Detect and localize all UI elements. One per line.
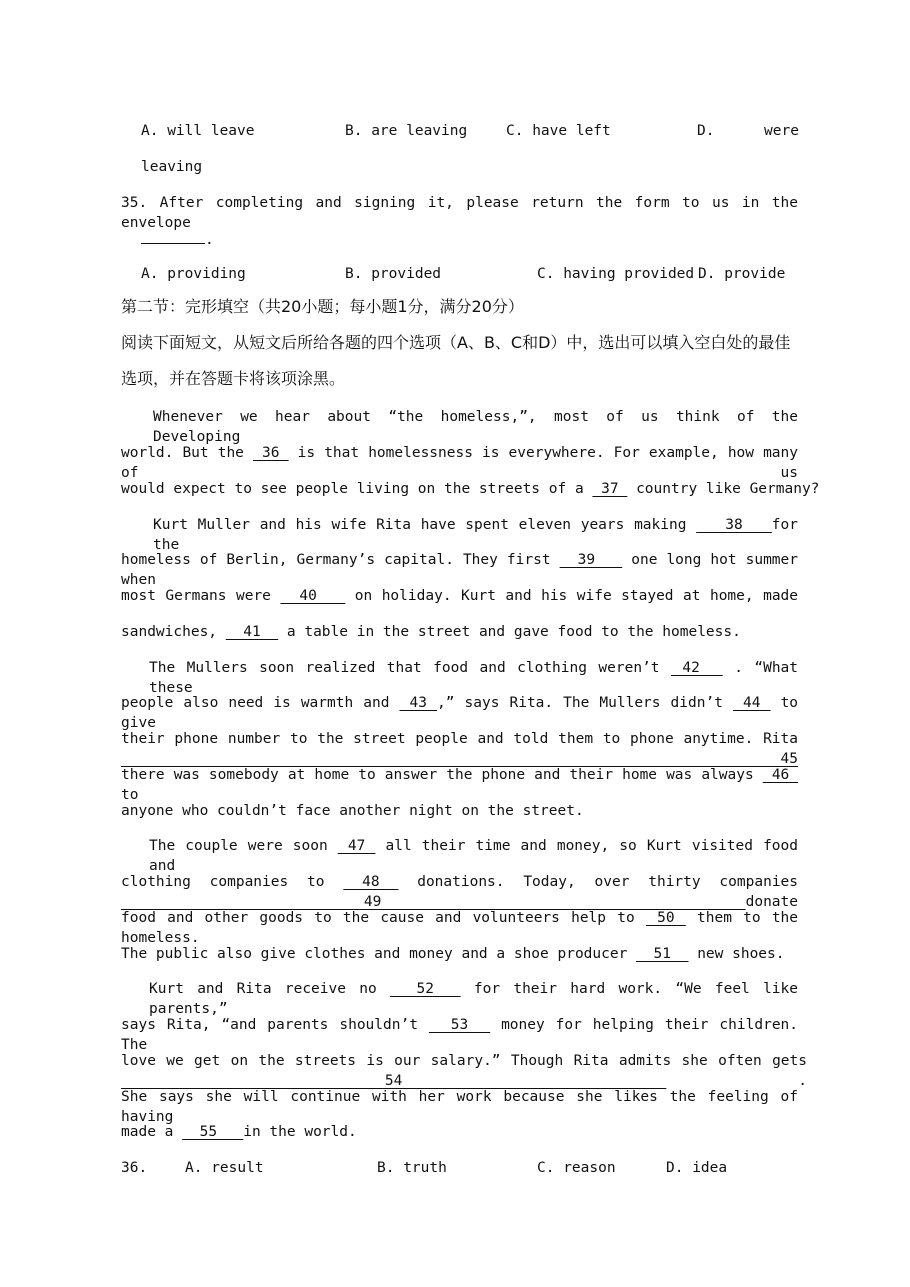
passage-line: clothing companies to 48 donations. Today, over thirty companies 49 donate	[121, 874, 799, 910]
q34-option-d-continued: leaving	[141, 159, 203, 175]
section-instructions-line-1: 阅读下面短文，从短文后所给各题的四个选项（A、B、C和D）中，选出可以填入空白处的最佳	[121, 333, 791, 352]
passage-line: Kurt Muller and his wife Rita have spent eleven years making 38 for the	[153, 517, 798, 553]
passage-line: people also need is warmth and 43 ,” says Rita. The Mullers didn’t 44 to give	[121, 695, 799, 731]
q36-option-b: B. truth	[377, 1160, 447, 1176]
blank-53: 53	[428, 1017, 491, 1033]
passage-line: The public also give clothes and money and a shoe producer 51 new shoes.	[121, 946, 785, 962]
passage-line: there was somebody at home to answer the phone and their home was always 46 to	[121, 767, 799, 803]
blank-37: 37	[592, 481, 628, 497]
blank-47: 47	[337, 838, 376, 854]
q35-options	[0, 264, 910, 284]
q34-option-c: C. have left	[506, 123, 611, 139]
blank-36: 36	[252, 445, 289, 461]
q34-option-b: B. are leaving	[345, 123, 468, 139]
section-title: 第二节：完形填空（共20小题；每小题1分，满分20分）	[121, 297, 524, 316]
passage-line: would expect to see people living on the streets of a 37 country like Germany?	[121, 481, 820, 497]
blank-39: 39	[559, 552, 623, 568]
passage-line: most Germans were 40 on holiday. Kurt and his wife stayed at home, made	[121, 588, 799, 604]
q34-option-d-word: were	[764, 123, 799, 139]
passage-line: love we get on the streets is our salary.” Though Rita admits she often gets 54 .	[121, 1053, 807, 1089]
q35-option-c: C. having provided	[537, 266, 695, 282]
passage-line: sandwiches, 41 a table in the street and gave food to the homeless.	[121, 624, 741, 640]
blank-52: 52	[390, 981, 461, 997]
passage-line: The Mullers soon realized that food and clothing weren’t 42 . “What these	[149, 660, 799, 696]
passage-line: anyone who couldn’t face another night on the street.	[121, 803, 584, 819]
blank-46: 46	[762, 767, 799, 783]
q35-option-b: B. provided	[345, 266, 442, 282]
passage-line: The couple were soon 47 all their time and money, so Kurt visited food and	[149, 838, 798, 874]
passage-line: Whenever we hear about “the homeless,”, most of us think of the Developing	[153, 409, 798, 445]
blank-50: 50	[645, 910, 686, 926]
q35-blank	[141, 229, 205, 244]
passage-line: food and other goods to the cause and volunteers help to 50 them to the homeless.	[121, 910, 799, 946]
blank-38: 38	[696, 517, 772, 533]
q34-option-d-letter: D.	[697, 123, 715, 139]
q36-option-d: D. idea	[666, 1160, 728, 1176]
passage-line: world. But the 36 is that homelessness is everywhere. For example, how many of us	[121, 445, 798, 481]
blank-40: 40	[280, 588, 346, 604]
blank-42: 42	[670, 660, 723, 676]
passage-line: She says she will continue with her work because she likes the feeling of having	[121, 1089, 798, 1125]
passage-line: says Rita, “and parents shouldn’t 53 money for helping their children. The	[121, 1017, 799, 1053]
q35-stem: 35. After completing and signing it, please return the form to us in the envelope	[121, 195, 798, 231]
q36-number: 36.	[121, 1160, 148, 1176]
passage-line: Kurt and Rita receive no 52 for their hard work. “We feel like parents,”	[149, 981, 798, 1017]
passage-line: homeless of Berlin, Germany’s capital. They first 39 one long hot summer when	[121, 552, 798, 588]
passage-line: made a 55 in the world.	[121, 1124, 357, 1140]
q34-option-a: A. will leave	[141, 123, 255, 139]
q36-option-c: C. reason	[537, 1160, 616, 1176]
blank-55: 55	[182, 1124, 244, 1140]
blank-41: 41	[225, 624, 279, 640]
blank-43: 43	[399, 695, 438, 711]
blank-44: 44	[732, 695, 771, 711]
blank-48: 48	[343, 874, 399, 890]
q35-option-d: D. provide	[698, 266, 786, 282]
passage-line: their phone number to the street people and told them to phone anytime. Rita 45	[121, 731, 798, 767]
section-instructions-line-2: 选项，并在答题卡将该项涂黑。	[121, 369, 346, 388]
q36-options	[0, 1158, 910, 1178]
q35-blank-line	[141, 229, 214, 250]
blank-54: 54	[121, 1073, 667, 1089]
q35-blank-end: .	[205, 232, 214, 248]
blank-51: 51	[636, 946, 689, 962]
q36-option-a: A. result	[185, 1160, 264, 1176]
blank-49: 49	[121, 894, 746, 910]
blank-45: 45	[121, 751, 798, 767]
q34-options	[0, 121, 910, 141]
q35-option-a: A. providing	[141, 266, 246, 282]
